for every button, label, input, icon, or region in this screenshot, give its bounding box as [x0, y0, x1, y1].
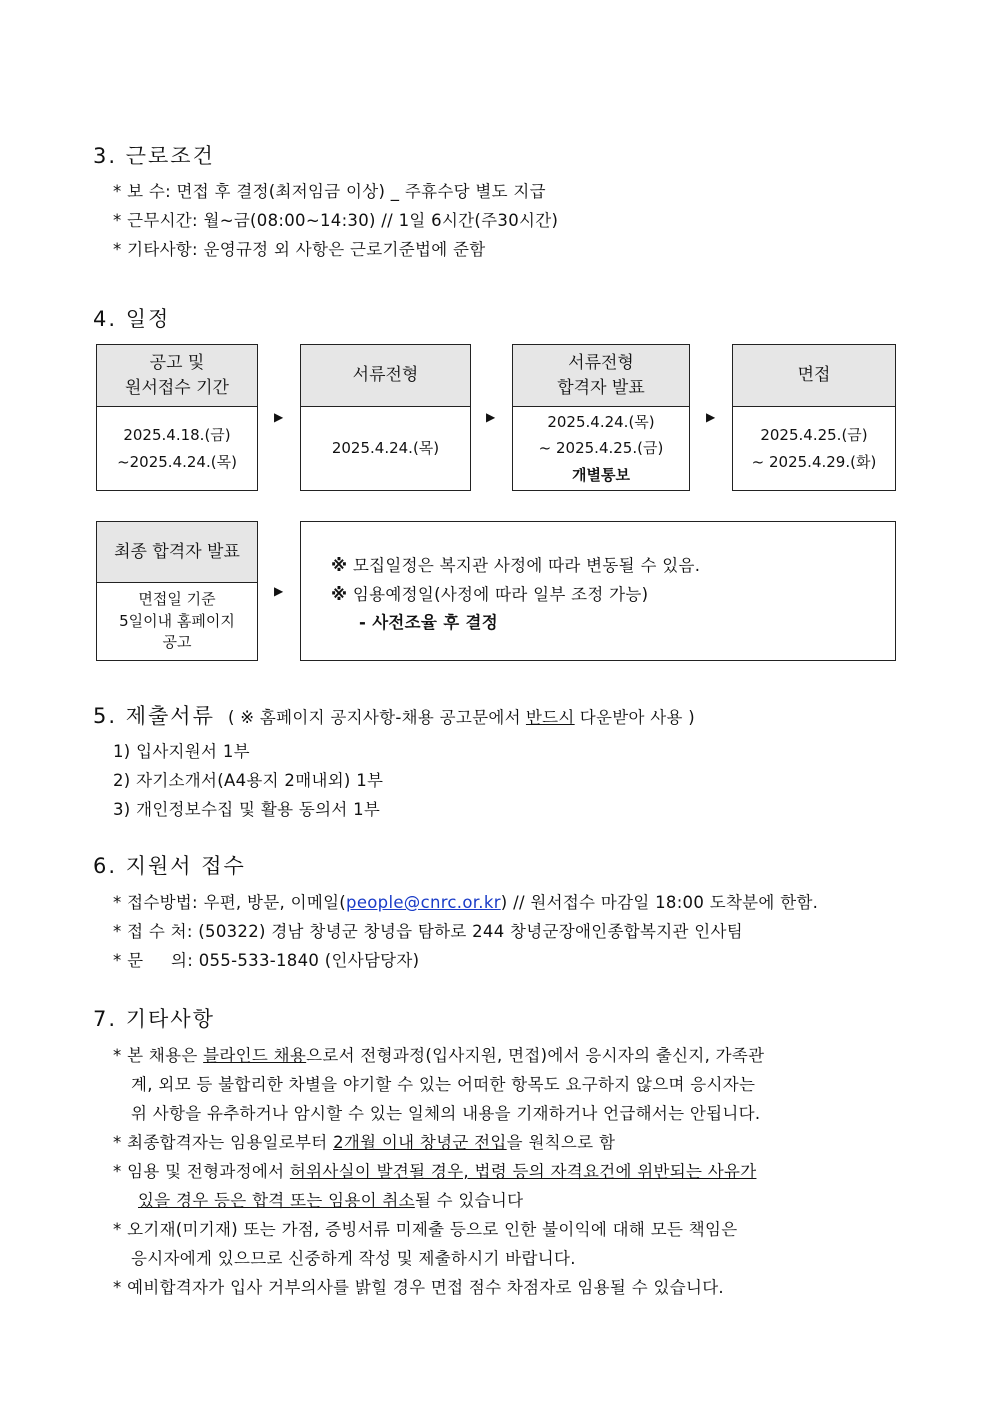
sec7-p1-line1: * 본 채용은 블라인드 채용으로서 전형과정(입사지원, 면접)에서 응시자의 출신지, 가족관: [113, 1046, 765, 1065]
sec6-method: * 접수방법: 우편, 방문, 이메일(people@cnrc.or.kr) // 원서접수 마감일 18:00 도착분에 한함.: [113, 893, 819, 912]
section-7-title: 7. 기타사항: [93, 1007, 215, 1031]
sec7-p1-line2: 계, 외모 등 불합리한 차별을 야기할 수 있는 어떠한 항목도 요구하지 않으며 응시자는: [131, 1075, 756, 1094]
step4-date-start: 2025.4.25.(금): [760, 426, 868, 445]
sec6-address: * 접 수 처: (50322) 경남 창녕군 창녕읍 탐하로 244 창녕군장애인종합복지관 인사팀: [113, 922, 743, 941]
sec5-doc-3: 3) 개인정보수집 및 활용 동의서 1부: [113, 800, 381, 819]
arrow-icon: ▶: [274, 584, 284, 598]
note-line-2: ※ 임용예정일(사정에 따라 일부 조정 가능): [331, 585, 649, 604]
section-6-title: 6. 지원서 접수: [93, 854, 246, 878]
note-line-3: - 사전조율 후 결정: [359, 613, 498, 632]
section-3-title: 3. 근로조건: [93, 144, 215, 168]
sec7-p3-line2: 있을 경우 등은 합격 또는 임용이 취소될 수 있습니다: [138, 1191, 524, 1210]
final-head: 최종 합격자 발표: [114, 541, 240, 562]
note-mark-icon: ※: [331, 585, 348, 604]
step2-head: 서류전형: [352, 365, 419, 386]
arrow-icon: ▶: [486, 410, 496, 424]
final-body-line1: 면접일 기준: [138, 589, 216, 608]
sec7-p4-line1: * 오기재(미기재) 또는 가점, 증빙서류 미제출 등으로 인한 불이익에 대해 모든 책임은: [113, 1220, 738, 1239]
step1-date-start: 2025.4.18.(금): [123, 426, 231, 445]
step1-date-end: ~2025.4.24.(목): [117, 452, 237, 471]
step3-head-line1: 서류전형: [568, 352, 634, 373]
sec7-p4-line2: 응시자에게 있으므로 신중하게 작성 및 제출하시기 바랍니다.: [131, 1249, 576, 1268]
final-body-line3: 공고: [162, 633, 192, 652]
final-body-line2: 5일이내 홈페이지: [119, 611, 235, 630]
section-5-header: 5. 제출서류 ( ※ 홈페이지 공지사항-채용 공고문에서 반드시 다운받아 사용 ): [93, 704, 696, 728]
step2-date: 2025.4.24.(목): [331, 439, 440, 458]
schedule-step-final-result: [96, 521, 258, 661]
sec5-doc-1: 1) 입사지원서 1부: [113, 742, 250, 761]
arrow-icon: ▶: [274, 410, 284, 424]
arrow-icon: ▶: [706, 410, 716, 424]
step1-head-line2: 원서접수 기간: [125, 377, 229, 398]
sec6-contact: * 문 의: 055-533-1840 (인사담당자): [113, 951, 420, 970]
step4-head: 면접: [797, 365, 831, 386]
sec3-item-etc: * 기타사항: 운영규정 외 사항은 근로기준법에 준함: [113, 240, 486, 259]
sec5-doc-2: 2) 자기소개서(A4용지 2매내외) 1부: [113, 771, 384, 790]
sec3-item-hours: * 근무시간: 월~금(08:00~14:30) // 1일 6시간(주30시간): [113, 211, 559, 230]
step3-head-line2: 합격자 발표: [557, 377, 645, 398]
step3-date-end: ~ 2025.4.25.(금): [538, 439, 664, 458]
schedule-step-interview: [732, 344, 896, 491]
step1-head-line1: 공고 및: [149, 352, 205, 373]
note-mark-icon: ※: [331, 556, 348, 575]
schedule-notes-box: [300, 521, 896, 661]
sec7-p5: * 예비합격자가 입사 거부의사를 밝힐 경우 면접 점수 차점자로 임용될 수 있습니다.: [113, 1278, 724, 1297]
sec3-item-pay: * 보 수: 면접 후 결정(최저임금 이상) _ 주휴수당 별도 지급: [113, 182, 546, 201]
step3-date-start: 2025.4.24.(목): [547, 413, 655, 432]
sec7-p3-line1: * 임용 및 전형과정에서 허위사실이 발견될 경우, 법령 등의 자격요건에 위반되는 사유가: [113, 1162, 757, 1181]
sec7-p1-line3: 위 사항을 유추하거나 암시할 수 있는 일체의 내용을 기재하거나 언급해서는 안됩니다.: [131, 1104, 761, 1123]
schedule-step-document-result: [512, 344, 690, 491]
step4-date-end: ~ 2025.4.29.(화): [751, 452, 877, 471]
note-line-1: ※ 모집일정은 복지관 사정에 따라 변동될 수 있음.: [331, 556, 701, 575]
schedule-step-announcement: [96, 344, 258, 491]
schedule-step-document-screening: [300, 344, 471, 491]
sec7-p2: * 최종합격자는 임용일로부터 2개월 이내 창녕군 전입을 원칙으로 함: [113, 1133, 616, 1152]
email-link[interactable]: people@cnrc.or.kr: [346, 893, 501, 912]
step3-individual-notice: 개별통보: [572, 465, 630, 484]
section-4-title: 4. 일정: [93, 307, 171, 331]
section-5-title: 5. 제출서류: [93, 704, 215, 728]
